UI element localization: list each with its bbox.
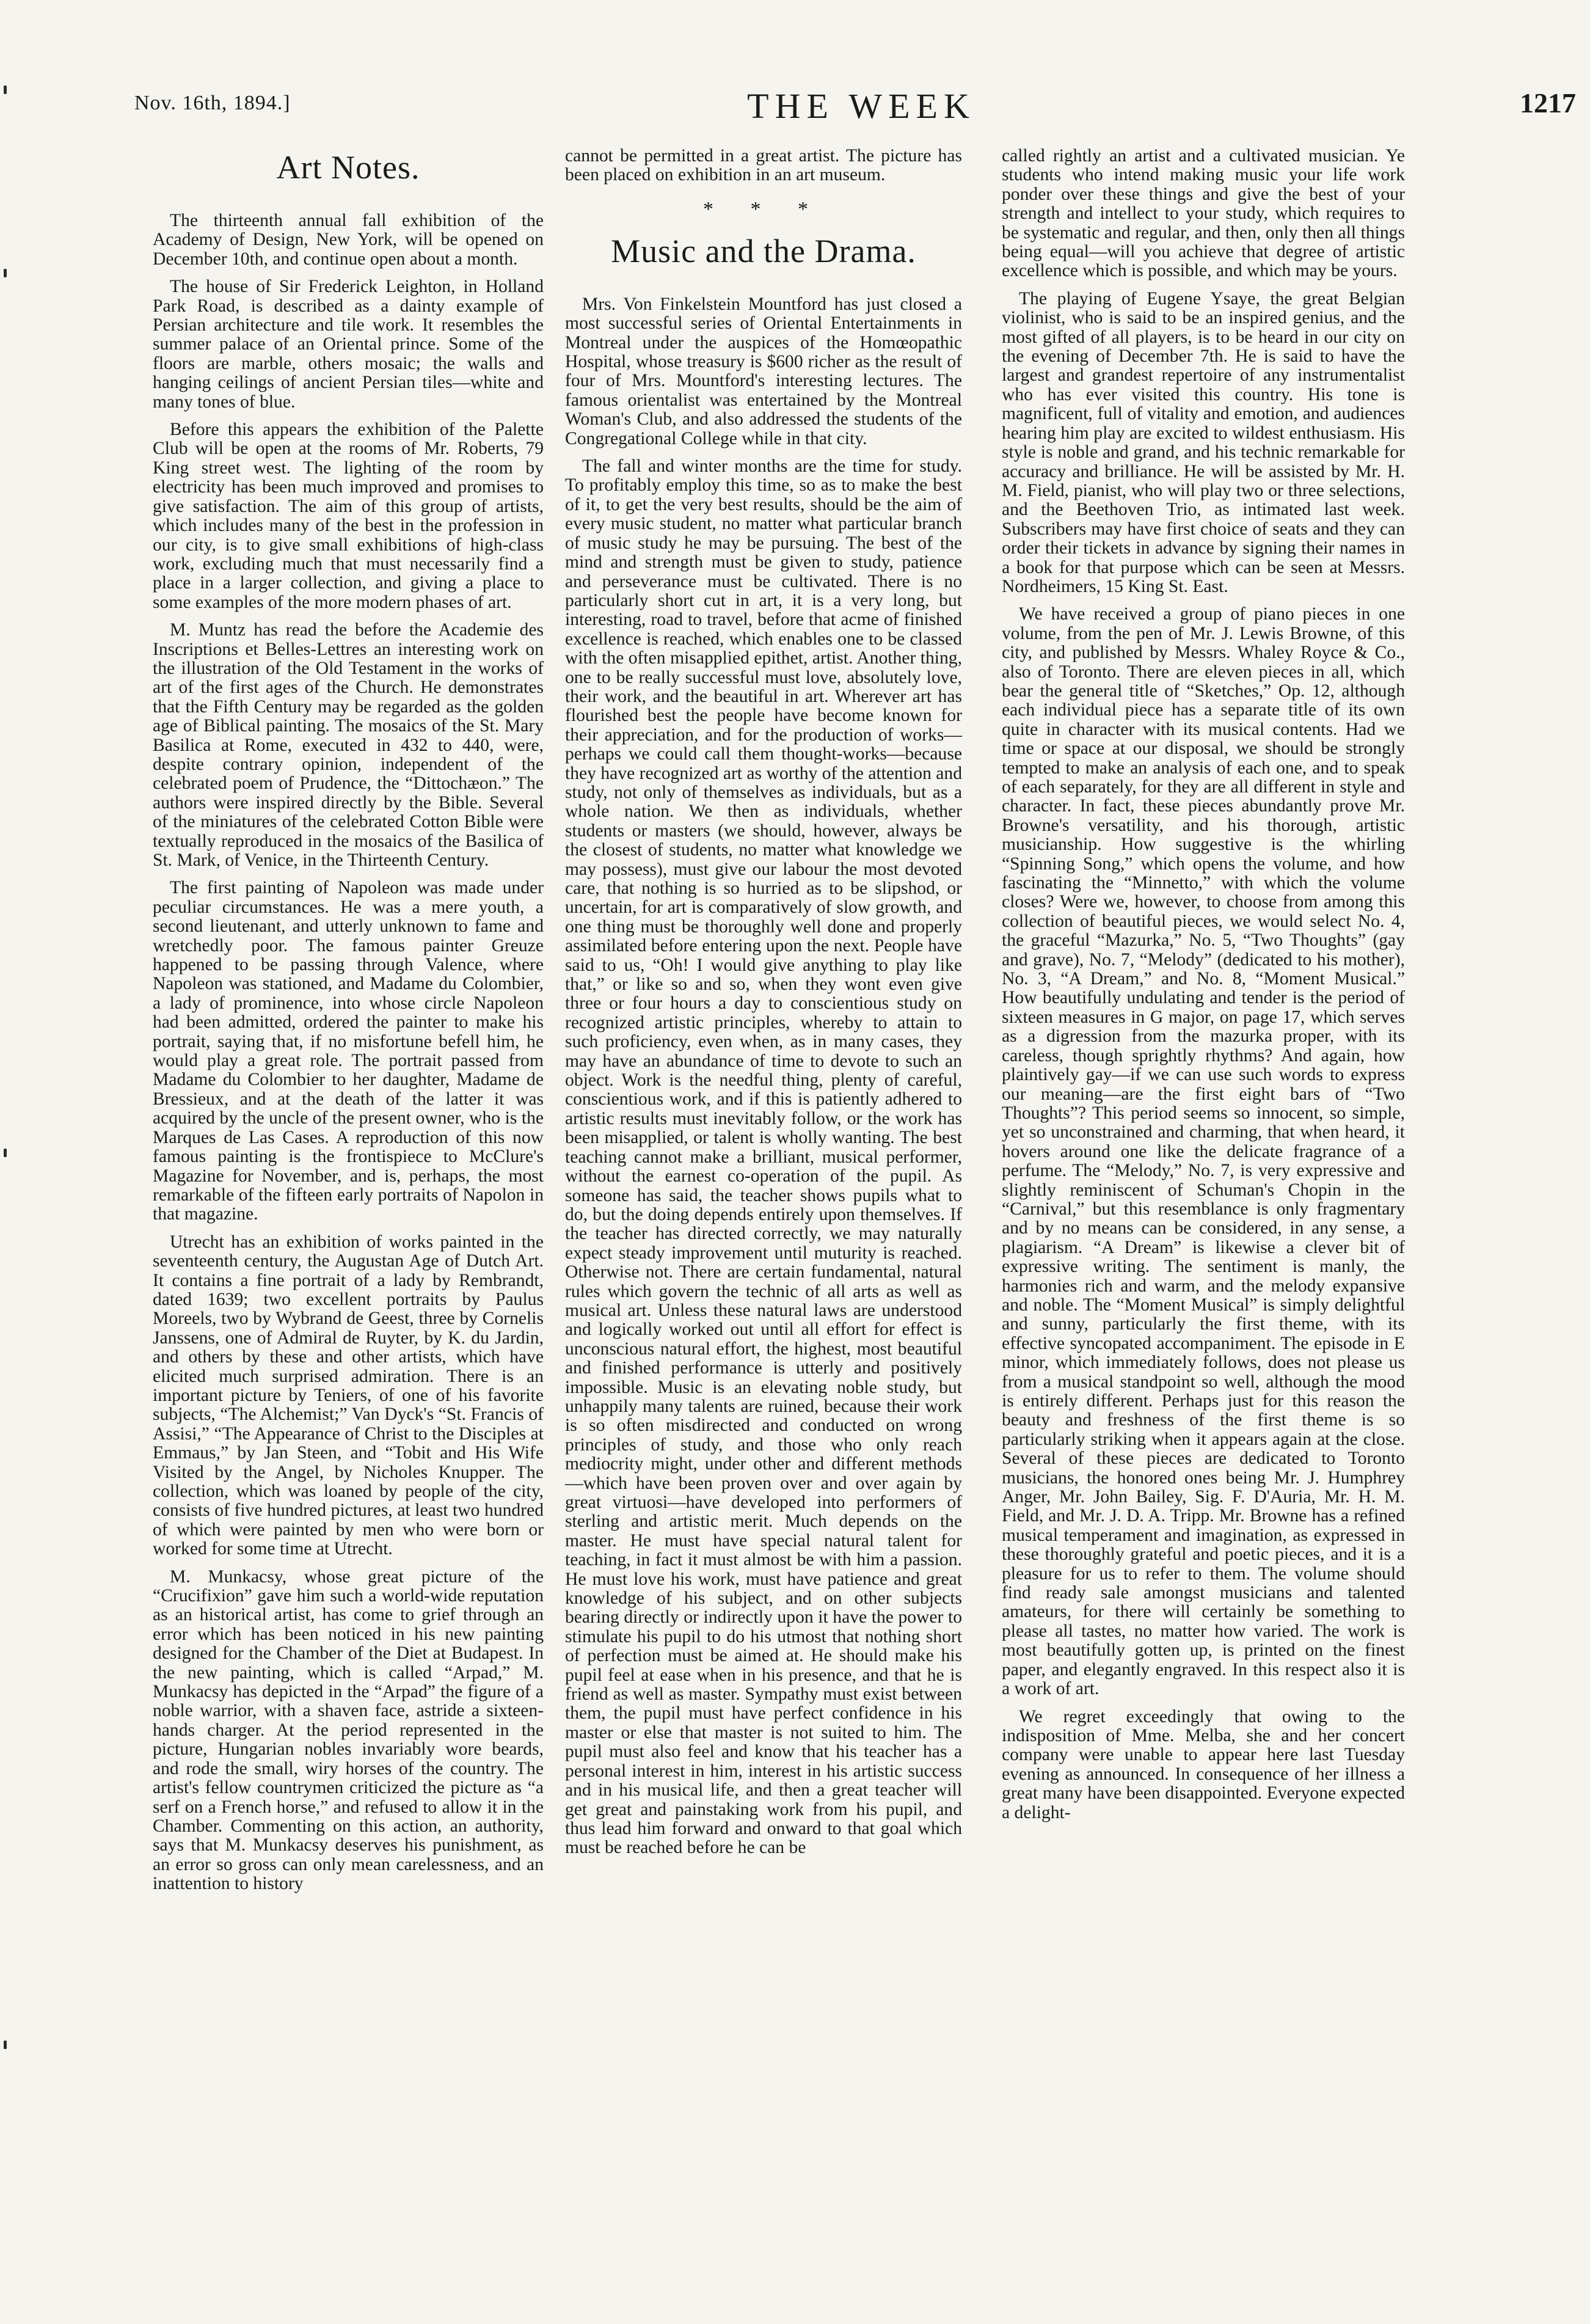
section-title-art-notes: Art Notes.: [276, 149, 420, 186]
paragraph: The house of Sir Frederick Leighton, in Holland Park Road, is described as a dainty example of Persian architecture and tile work. It resembles the summer palace of an Oriental prince. Some of the floors are marble, others mosaic; the walls and hanging ceilings of ancient Persian tiles—white and many tones of blue.: [153, 277, 544, 412]
publication-title: THE WEEK: [747, 86, 976, 126]
column-music-drama: [565, 147, 962, 1866]
page-number: 1217: [1520, 87, 1576, 119]
section-divider: * * *: [703, 197, 824, 221]
paragraph: Mrs. Von Finkelstein Mountford has just closed a most successful series of Oriental Entertainments in Montreal under the auspices of the Homœopathic Hospital, whose treasury is $600 richer as the result of four of Mrs. Mountford's interesting lectures. The famous orientalist was entertained by the Montreal Woman's Club, and also addressed the students of the Congregational College while in that city.: [565, 294, 962, 448]
page-header: [134, 86, 1588, 134]
paragraph: Before this appears the exhibition of the Palette Club will be open at the rooms of Mr. Roberts, 79 King street west. The lighting of the room by electricity has been much improved and promises to give satisfaction. The aim of this group of artists, which includes many of the best in the profession in our city, is to give small exhibitions of high-class work, excluding much that must necessarily find a place in a larger collection, and giving a place to some examples of the more modern phases of art.: [153, 420, 544, 612]
paragraph: M. Muntz has read the before the Academie des Inscriptions et Belles-Lettres an interesting work on the illustration of the Old Testament in the works of art of the first ages of the Church. He demonstrates that the Fifth Century may be regarded as the golden age of Biblical painting. The mosaics of the St. Mary Basilica at Rome, executed in 432 to 440, were, despite contrary opinion, independent of the celebrated poem of Prudence, the “Dittochæon.” The authors were inspired directly by the Bible. Several of the miniatures of the celebrated Cotton Bible were textually reproduced in the mosaics of the Basilica of St. Mark, of Venice, in the Thirteenth Century.: [153, 620, 544, 870]
paragraph-continuation: called rightly an artist and a cultivated musician. Ye students who intend making music your life work ponder over these things and give the best of your strength and intellect to your study, which requires to be systematic and regular, and then, only then all things being equal—will you achieve that degree of artistic excellence which is possible, and which may be yours.: [1002, 146, 1405, 281]
binding-mark: [4, 269, 7, 277]
binding-mark: [4, 2041, 7, 2049]
binding-mark: [4, 1149, 7, 1157]
paragraph: The fall and winter months are the time for study. To profitably employ this time, so as to make the best of it, to get the very best results, should be the aim of every music student, no matter what particular branch of music study he may be pursuing. The best of the mind and strength must be given to study, patience and perseverance must be cultivated. There is no particularly short cut in art, it is a very long, but interesting, road to travel, before that acme of finished excellence is reached, which enables one to be classed with the often misapplied epithet, artist. Another thing, one to be really successful must love, absolutely love, their work, and the beautiful in art. Wherever art has flourished best the people have become known for their appreciation, and for the production of works—perhaps we could call them thought-works—because they have recognized art as worthy of the attention and study, not only of themselves as individuals, but as a whole nation. We then as individuals, whether students or masters (we should, however, always be the closest of students, no matter what knowledge we may possess), must give our labour the most devoted care, that nothing is so hurried as to be slipshod, or uncertain, for art is comparatively of slow growth, and one thing must be thoroughly well done and properly assimilated before entering upon the next. People have said to us, “Oh! I would give anything to play like that,” or like so and so, when they wont even give three or four hours a day to conscientious study on recognized artistic principles, whereby to attain to such proficiency, even when, as in many cases, they may have an abundance of time to devote to such an object. Work is the needful thing, plenty of careful, conscientious work, and if this is patiently adhered to artistic results must inevitably follow, or the work has been misapplied, or talent is wholly wanting. The best teaching cannot make a brilliant, musical performer, without the earnest co-operation of the pupil. As someone has said, the teacher shows pupils what to do, but the doing depends entirely upon themselves. If the teacher has directed correctly, we may naturally expect steady improvement until muturity is reached. Otherwise not. There are certain fundamental, natural rules which govern the technic of all arts as well as musical art. Unless these natural laws are understood and logically worked out until all effort for effect is unconscious natural effort, the highest, most beautiful and finished performance is utterly and positively impossible. Music is an elevating noble study, but unhappily many talents are ruined, because their work is so often misdirected and conducted on wrong principles of study, and those who only reach mediocrity might, under other and different methods—which have been proven over and over again by great virtuosi—have developed into performers of sterling and artistic merit. Much depends on the master. He must have special natural talent for teaching, in fact it must almost be with him a passion. He must love his work, must have patience and great knowledge of his subject, and on other subjects bearing directly or indirectly upon it have the power to stimulate his pupil to do his utmost that nothing short of perfection must be aimed at. He should make his pupil feel at ease when in his presence, and that he is friend as well as master. Sympathy must exist between them, the pupil must have perfect confidence in his master or else that master is not suited to him. The pupil must also feel and know that his teacher has a personal interest in him, interest in his artistic success and in his musical life, and then a great teacher will get great and painstaking work from his pupil, and thus lead him forward and onward to that goal which must be reached before he can be: [565, 456, 962, 1858]
column-art-notes: [153, 147, 544, 1902]
issue-date: Nov. 16th, 1894.]: [134, 92, 291, 114]
paragraph: The first painting of Napoleon was made under peculiar circumstances. He was a mere youth, a second lieutenant, and utterly unknown to fame and wretchedly poor. The famous painter Greuze happened to be passing through Valence, where Napoleon was stationed, and Madame du Colombier, a lady of prominence, into whose circle Napoleon had been admitted, ordered the painter to make his portrait, saying that, if no misfortune befell him, he would play a great role. The portrait passed from Madame du Colombier to her daughter, Madame de Bressieux, and at the death of the latter it was acquired by the uncle of the present owner, who is the Marques de Las Cases. A reproduction of this now famous painting is the frontispiece to McClure's Magazine for November, and is, perhaps, the most remarkable of the fifteen early portraits of Napolon in that magazine.: [153, 878, 544, 1224]
paragraph: M. Munkacsy, whose great picture of the “Crucifixion” gave him such a world-wide reputation as an historical artist, has come to grief through an error which has been noticed in his new painting designed for the Chamber of the Diet at Budapest. In the new painting, which is called “Arpad,” M. Munkacsy has depicted in the “Arpad” the figure of a noble warrior, with a shaven face, astride a sixteen-hands charger. At the period represented in the picture, Hungarian nobles invariably wore beards, and rode the small, wiry horses of the country. The artist's fellow countrymen criticized the picture as “a serf on a French horse,” and refused to allow it in the Chamber. Commenting on this action, an authority, says that M. Munkacsy deserves his punishment, as an error so gross can only mean carelessness, and an inattention to history: [153, 1566, 544, 1894]
paragraph: We regret exceedingly that owing to the indisposition of Mme. Melba, she and her concert company were unable to appear here last Tuesday evening as announced. In consequence of her illness a great many have been disappointed. Everyone expected a delight-: [1002, 1706, 1405, 1822]
paragraph-continuation: cannot be permitted in a great artist. The picture has been placed on exhibition in an art museum.: [565, 146, 962, 185]
section-title-music-drama: Music and the Drama.: [611, 232, 916, 269]
paragraph: Utrecht has an exhibition of works painted in the seventeenth century, the Augustan Age of Dutch Art. It contains a fine portrait of a lady by Rembrandt, dated 1639; two excellent portraits by Paulus Moreels, two by Wybrand de Geest, three by Cornelis Janssens, one of Admiral de Ruyter, by K. du Jardin, and others by these and other artists, which have elicited much surprised admiration. There is an important picture by Teniers, of one of his favorite subjects, “The Alchemist;” Van Dyck's “St. Francis of Assisi,” “The Appearance of Christ to the Disciples at Emmaus,” by Jan Steen, and “Tobit and His Wife Visited by the Angel, by Nicholes Knupper. The collection, which was loaned by people of the city, consists of five hundred pictures, at least two hundred of which were painted by men who were born or worked for some time at Utrecht.: [153, 1232, 544, 1559]
paragraph: The thirteenth annual fall exhibition of the Academy of Design, New York, will be opened on December 10th, and continue open about a month.: [153, 211, 544, 269]
paragraph: The playing of Eugene Ysaye, the great Belgian violinist, who is said to be an inspired genius, and the most gifted of all players, is to be heard in our city on the evening of December 7th. He is said to have the largest and grandest repertoire of any instrumentalist who has ever visited this country. His tone is magnificent, full of vitality and emotion, and audiences hearing him play are excited to wildest enthusiasm. His style is noble and grand, and his technic remarkable for accuracy and brilliance. He will be assisted by Mr. H. M. Field, pianist, who will play two or three selections, and the Beethoven Trio, as intimated last week. Subscribers may have first choice of seats and they can order their tickets in advance by signing their names in a book for that purpose which can be seen at Messrs. Nordheimers, 15 King St. East.: [1002, 288, 1405, 596]
binding-mark: [4, 86, 7, 94]
column-music-continued: [1002, 147, 1405, 1831]
paragraph: We have received a group of piano pieces in one volume, from the pen of Mr. J. Lewis Browne, of this city, and published by Messrs. Whaley Royce & Co., also of Toronto. There are eleven pieces in all, which bear the general title of “Sketches,” Op. 12, although each individual piece has a separate title of its own quite in character with its musical contents. Had we time or space at our disposal, we should be strongly tempted to make an analysis of each one, and to speak of each separately, for they are all different in style and character. In fact, these pieces abundantly prove Mr. Browne's versatility, and his thorough, artistic musicianship. How suggestive is the whirling “Spinning Song,” which opens the volume, and how fascinating the “Minnetto,” with which the volume closes? Were we, however, to choose from among this collection of beautiful pieces, we would select No. 4, the graceful “Mazurka,” No. 5, “Two Thoughts” (gay and grave), No. 7, “Melody” (dedicated to his mother), No. 3, “A Dream,” and No. 8, “Moment Musical.” How beautifully undulating and tender is the period of sixteen measures in G major, on page 17, which serves as a digression from the mazurka proper, with its careless, though sprightly rhythms? And again, how plaintively gay—if we can use such words to express our meaning—are the first eight bars of “Two Thoughts”? This period seems so innocent, so simple, yet so unconstrained and charming, that when heard, it hovers around one like the delicate fragrance of a perfume. The “Melody,” No. 7, is very expressive and slightly reminiscent of Schuman's Chopin in the “Carnival,” but this resemblance is only fragmentary and by no means can be considered, in any sense, a plagiarism. “A Dream” is likewise a clever bit of expressive writing. The sentiment is manly, the harmonies rich and warm, and the melody expansive and noble. The “Moment Musical” is simply delightful and sunny, particularly the first theme, with its effective syncopated accompaniment. The episode in E minor, which immediately follows, does not please us from a musical standpoint so well, although the mood is entirely different. Perhaps just for this reason the beauty and freshness of the first theme is so particularly striking when it appears again at the close. Several of these pieces are dedicated to Toronto musicians, the honored ones being Mr. J. Humphrey Anger, Mr. John Bailey, Sig. F. D'Auria, Mr. H. M. Field, and Mr. J. D. A. Tripp. Mr. Browne has a refined musical temperament and imagination, as expressed in these thoroughly grateful and poetic pieces, and it is a pleasure for us to refer to them. The volume should find ready sale amongst musicians and talented amateurs, for there will certainly be something to please all tastes, no matter how varied. The work is most beautifully gotten up, is printed on the finest paper, and elegantly engraved. In this respect also it is a work of art.: [1002, 604, 1405, 1699]
